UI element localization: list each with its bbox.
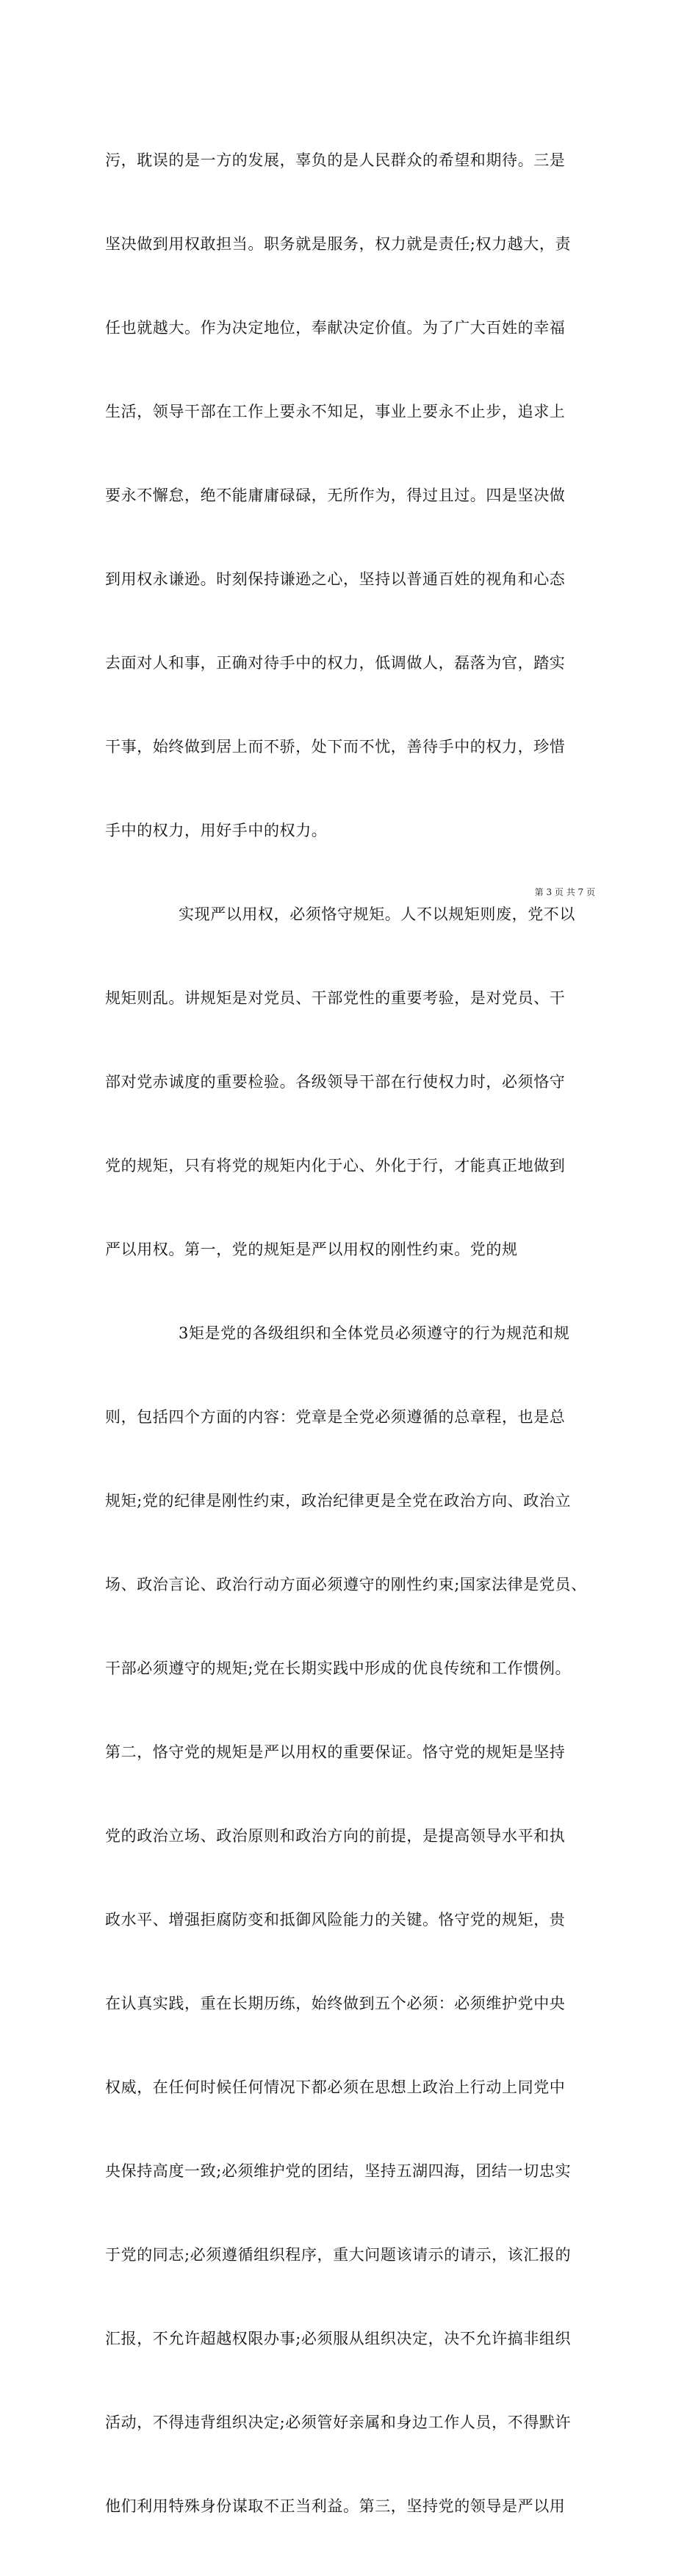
text-line: 于党的同志;必须遵循组织程序，重大问题该请示的请示，该汇报的 — [105, 2246, 572, 2264]
text-line: 部对党赤诚度的重要检验。各级领导干部在行使权力时，必须恪守 — [105, 1073, 566, 1091]
text-line: 任也就越大。作为决定地位，奉献决定价值。为了广大百姓的幸福 — [105, 319, 566, 337]
text-line: 第二，恪守党的规矩是严以用权的重要保证。恪守党的规矩是坚持 — [105, 1743, 566, 1761]
page-number-label: 第 3 页 共 7 页 — [534, 887, 595, 897]
text-line: 手中的权力，用好手中的权力。 — [105, 822, 328, 839]
page-number-footer — [0, 886, 698, 898]
text-line: 干部必须遵守的规矩;党在长期实践中形成的优良传统和工作惯例。 — [105, 1660, 572, 1677]
text-line: 规矩则乱。讲规矩是对党员、干部党性的重要考验，是对党员、干 — [105, 989, 566, 1007]
text-line: 权威，在任何时候任何情况下都必须在思想上政治上行动上同党中 — [105, 2078, 566, 2096]
text-line: 规矩;党的纪律是刚性约束，政治纪律更是全党在政治方向、政治立 — [105, 1492, 572, 1510]
text-line: 去面对人和事，正确对待手中的权力，低调做人，磊落为官，踏实 — [105, 654, 566, 672]
text-line: 党的规矩，只有将党的规矩内化于心、外化于行，才能真正地做到 — [105, 1157, 566, 1174]
text-line: 严以用权。第一，党的规矩是严以用权的刚性约束。党的规 — [105, 1241, 518, 1258]
text-line: 活动，不得违背组织决定;必须管好亲属和身边工作人员，不得默许 — [105, 2414, 572, 2431]
text-line: 实现严以用权，必须恪守规矩。人不以规矩则废，党不以 — [179, 905, 575, 923]
text-line: 则，包括四个方面的内容：党章是全党必须遵循的总章程，也是总 — [105, 1408, 566, 1426]
text-line: 要永不懈怠，绝不能庸庸碌碌，无所作为，得过且过。四是坚决做 — [105, 487, 566, 504]
text-line: 政水平、增强拒腐防变和抵御风险能力的关键。恪守党的规矩，贵 — [105, 1911, 566, 1929]
text-line: 污，耽误的是一方的发展，辜负的是人民群众的希望和期待。三是 — [105, 151, 566, 169]
text-line: 干事，始终做到居上而不骄，处下而不忧，善待手中的权力，珍惜 — [105, 738, 566, 756]
text-line: 坚决做到用权敢担当。职务就是服务，权力就是责任;权力越大，责 — [105, 235, 572, 253]
text-line: 他们利用特殊身份谋取不正当利益。第三，坚持党的领导是严以用 — [105, 2497, 566, 2515]
text-line: 汇报，不允许超越权限办事;必须服从组织决定，决不允许搞非组织 — [105, 2330, 572, 2347]
text-line: 党的政治立场、政治原则和政治方向的前提，是提高领导水平和执 — [105, 1827, 566, 1845]
text-line: 央保持高度一致;必须维护党的团结，坚持五湖四海，团结一切忠实 — [105, 2162, 572, 2180]
text-line: 到用权永谦逊。时刻保持谦逊之心，坚持以普通百姓的视角和心态 — [105, 570, 566, 588]
text-line: 在认真实践，重在长期历练，始终做到五个必须：必须维护党中央 — [105, 1995, 566, 2012]
body-text — [105, 90, 596, 2576]
text-line: 生活，领导干部在工作上要永不知足，事业上要永不止步，追求上 — [105, 403, 566, 420]
text-line: 3矩是党的各级组织和全体党员必须遵守的行为规范和规 — [179, 1324, 570, 1342]
text-line: 场、政治言论、政治行动方面必须遵守的刚性约束;国家法律是党员、 — [105, 1576, 587, 1593]
